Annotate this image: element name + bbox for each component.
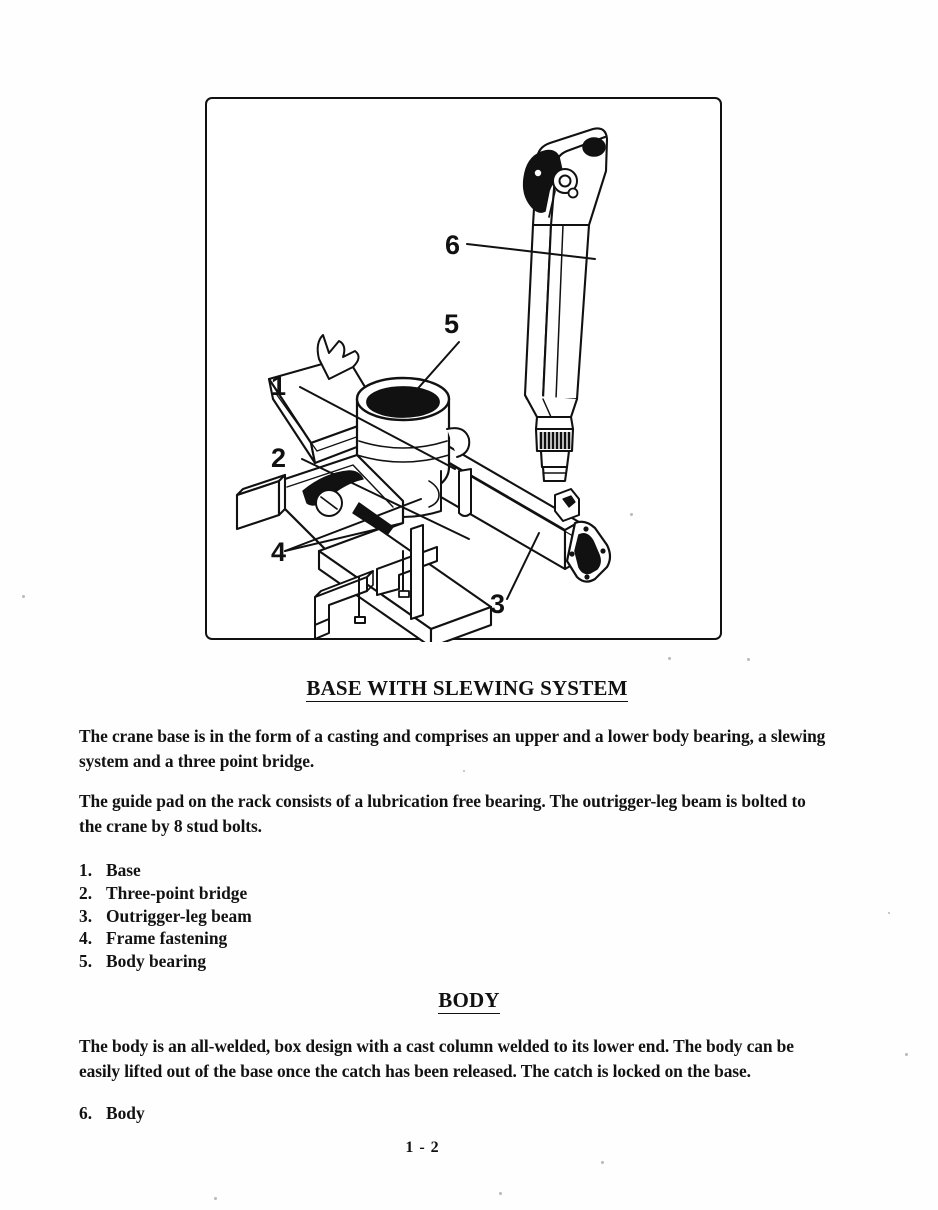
list-item: [79, 927, 499, 950]
list-item-label: Outrigger-leg beam: [106, 905, 252, 926]
callout-3: 3: [490, 589, 506, 619]
list-item: [79, 1102, 499, 1125]
callout-5: 5: [444, 309, 460, 339]
scan-speck: [905, 1053, 908, 1056]
list-item-number: 3.: [79, 905, 93, 926]
section-heading-body-text: BODY: [438, 988, 500, 1012]
scan-speck: [601, 1161, 604, 1164]
technical-illustration: [207, 99, 724, 642]
list-item: [79, 859, 499, 882]
list-item-number: 5.: [79, 951, 93, 972]
list-item: [79, 950, 499, 973]
paragraph-base-1: The crane base is in the form of a casting and comprises an upper and a lower body bearing, a slewing system and a three point bridge.: [79, 726, 826, 771]
callout-1: 1: [271, 371, 287, 401]
parts-list-body: [79, 1102, 499, 1125]
paragraph-body-1: The body is an all-welded, box design with a cast column welded to its lower end. The body can be easily lifted out of the base once the catch has been released. The catch is locked on the base.: [79, 1036, 794, 1081]
list-item-label: Three-point bridge: [106, 882, 248, 903]
list-item-label: Frame fastening: [106, 928, 228, 949]
page-number: 1 - 2: [405, 1139, 440, 1156]
list-item: [79, 882, 499, 905]
scan-speck: [888, 912, 890, 914]
parts-list-base: [79, 859, 499, 973]
scan-speck: [747, 658, 750, 661]
section-heading-body: [0, 988, 938, 1013]
list-item-label: Body: [106, 1103, 145, 1123]
list-item-number: 6.: [79, 1103, 93, 1123]
body-column-illustration: [524, 128, 607, 481]
list-item-label: Body bearing: [106, 951, 207, 972]
figure-frame: [205, 97, 722, 640]
callout-2: 2: [271, 443, 287, 473]
paragraph-base-2: The guide pad on the rack consists of a lubrication free bearing. The outrigger-leg beam is bolted to the crane by 8 stud bolts.: [79, 791, 806, 836]
list-item-number: 2.: [79, 882, 93, 903]
section-heading-base: [0, 676, 936, 701]
scan-speck: [499, 1192, 502, 1195]
callout-6: 6: [445, 230, 461, 260]
list-item: [79, 905, 499, 928]
list-item-number: 1.: [79, 860, 93, 880]
scan-speck: [22, 595, 25, 598]
scan-speck: [214, 1197, 217, 1200]
callout-4: 4: [271, 537, 287, 567]
scan-speck: [668, 657, 671, 660]
list-item-number: 4.: [79, 928, 93, 949]
list-item-label: Base: [106, 860, 141, 880]
section-heading-base-text: BASE WITH SLEWING SYSTEM: [306, 676, 628, 700]
